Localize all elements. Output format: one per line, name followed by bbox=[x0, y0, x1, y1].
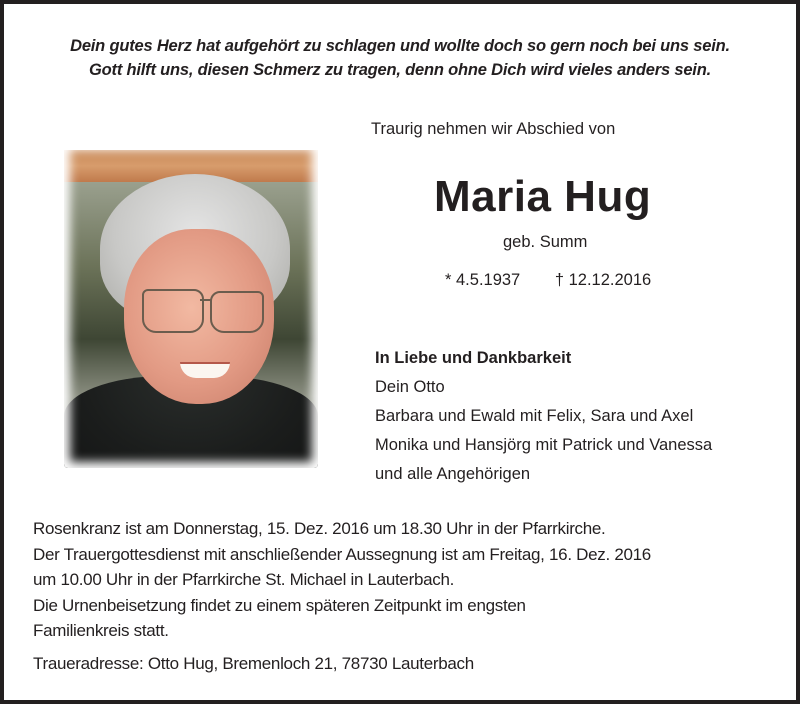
deceased-name: Maria Hug bbox=[434, 172, 652, 221]
verse-line-1: Dein gutes Herz hat aufgehört zu schlagen und wollte doch so gern noch bei uns sein. bbox=[70, 37, 730, 55]
mourners-list bbox=[375, 344, 712, 489]
service-notices bbox=[33, 516, 651, 644]
birth-date: * 4.5.1937 bbox=[445, 271, 521, 289]
notice-line: Die Urnenbeisetzung findet zu einem späteren Zeitpunkt im engsten bbox=[33, 595, 526, 615]
mourner-entry: Monika und Hansjörg mit Patrick und Vanessa bbox=[375, 436, 713, 454]
photo-vignette bbox=[64, 144, 318, 468]
notice-line: Der Trauergottesdienst mit anschließender Aussegnung ist am Freitag, 16. Dez. 2016 bbox=[33, 544, 651, 564]
mourners-heading: In Liebe und Dankbarkeit bbox=[375, 349, 572, 367]
life-dates bbox=[445, 271, 651, 290]
death-date: † 12.12.2016 bbox=[554, 271, 652, 289]
mourner-entry: Dein Otto bbox=[375, 378, 445, 396]
mourning-address: Traueradresse: Otto Hug, Bremenloch 21, 78730 Lauterbach bbox=[33, 654, 474, 673]
notice-line: Familienkreis statt. bbox=[33, 621, 169, 640]
farewell-intro: Traurig nehmen wir Abschied von bbox=[371, 120, 616, 138]
verse-line-2: Gott hilft uns, diesen Schmerz zu tragen, denn ohne Dich wird vieles anders sein. bbox=[89, 61, 711, 79]
mourner-entry: Barbara und Ewald mit Felix, Sara und Axel bbox=[375, 407, 694, 425]
notice-line: Rosenkranz ist am Donnerstag, 15. Dez. 2016 um 18.30 Uhr in der Pfarrkirche. bbox=[33, 519, 606, 538]
notice-line: um 10.00 Uhr in der Pfarrkirche St. Michael in Lauterbach. bbox=[33, 570, 455, 589]
maiden-name: geb. Summ bbox=[503, 233, 588, 251]
portrait-photo bbox=[64, 144, 318, 468]
mourner-entry: und alle Angehörigen bbox=[375, 465, 531, 483]
memorial-verse bbox=[4, 34, 796, 82]
obituary-card bbox=[4, 4, 796, 700]
